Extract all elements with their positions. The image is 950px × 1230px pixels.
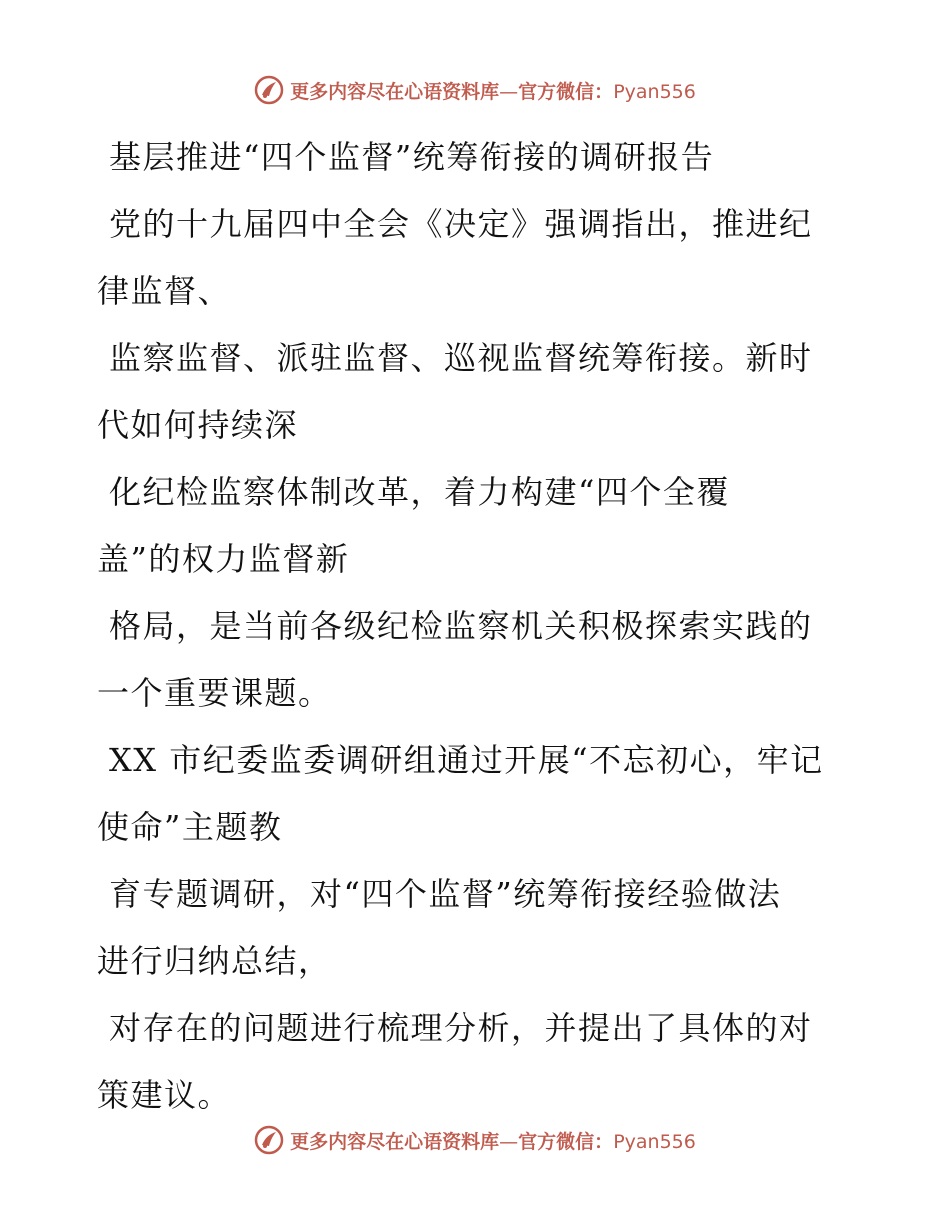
banner-label: 官方微信： <box>518 80 614 103</box>
paragraph-5 <box>97 727 857 861</box>
paragraph-line-first: 党的十九届四中全会《决定》强调指出，推进纪 <box>109 205 813 243</box>
banner-main-text: 更多内容尽在心语资料库 <box>290 1130 500 1153</box>
paragraph-line-cont: 策建议。 <box>97 1076 232 1114</box>
paragraph-line-cont: 一个重要课题。 <box>97 674 332 712</box>
paragraph-line-first: 化纪检监察体制改革，着力构建“四个全覆 <box>109 473 730 511</box>
paragraph-2 <box>97 325 857 459</box>
banner-label: 官方微信： <box>518 1130 614 1153</box>
paragraph-7 <box>97 995 857 1129</box>
banner-handle: Pyan556 <box>613 1130 696 1153</box>
paragraph-line-first: 育专题调研，对“四个监督”统筹衔接经验做法 <box>109 875 782 913</box>
footer-banner <box>0 1120 950 1160</box>
paragraph-1 <box>97 191 857 325</box>
header-banner <box>0 70 950 110</box>
footer-banner-text <box>290 1127 696 1154</box>
brush-circle-logo-icon <box>254 1125 284 1155</box>
paragraph-line-cont: 进行归纳总结， <box>97 942 332 980</box>
paragraph-line-cont: 代如何持续深 <box>97 406 299 444</box>
paragraph-line-first: 格局，是当前各级纪检监察机关积极探索实践的 <box>109 607 813 645</box>
footer-banner-inner <box>254 1125 696 1155</box>
document-title <box>97 124 857 191</box>
paragraph-line-first: 对存在的问题进行梳理分析，并提出了具体的对 <box>109 1009 813 1047</box>
paragraph-line-first: 监察监督、派驻监督、巡视监督统筹衔接。新时 <box>109 339 813 377</box>
banner-main-text: 更多内容尽在心语资料库 <box>290 80 500 103</box>
paragraph-line-cont: 使命”主题教 <box>97 808 283 846</box>
banner-dash: — <box>499 1130 519 1153</box>
paragraph-3 <box>97 459 857 593</box>
paragraph-line-cont: 律监督、 <box>97 272 232 310</box>
brush-circle-logo-icon <box>254 75 284 105</box>
banner-handle: Pyan556 <box>613 80 696 103</box>
header-banner-text <box>290 77 696 104</box>
header-banner-inner <box>254 75 696 105</box>
banner-dash: — <box>499 80 519 103</box>
paragraph-line-first: XX 市纪委监委调研组通过开展“不忘初心，牢记 <box>109 741 824 779</box>
paragraph-line-cont: 盖”的权力监督新 <box>97 540 350 578</box>
document-title-text: 基层推进“四个监督”统筹衔接的调研报告 <box>109 138 715 176</box>
paragraph-6 <box>97 861 857 995</box>
paragraph-4 <box>97 593 857 727</box>
document-body <box>97 124 857 1129</box>
